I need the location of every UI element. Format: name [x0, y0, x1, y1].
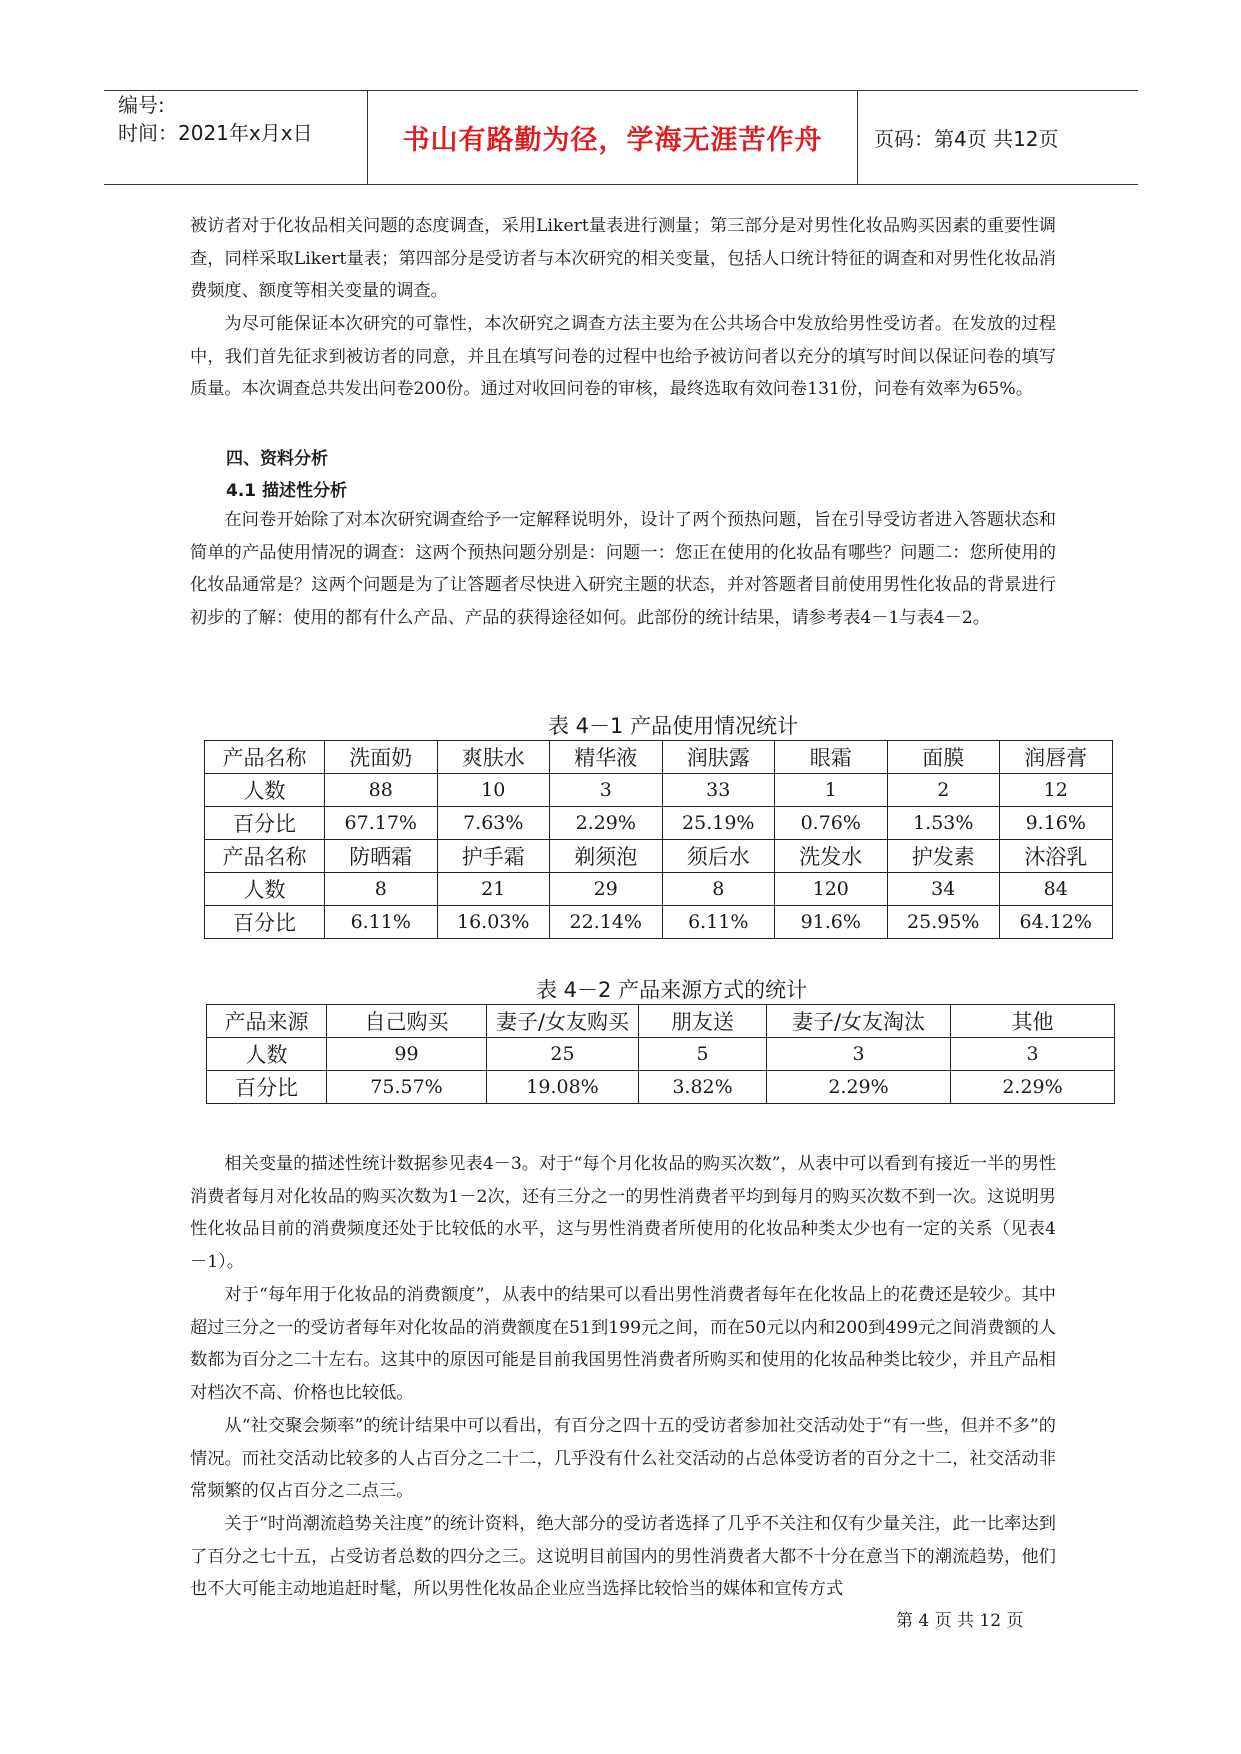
- table-cell: 8: [662, 873, 775, 906]
- subsection-heading: 4.1 描述性分析: [226, 481, 348, 501]
- table-cell: 120: [775, 873, 888, 906]
- table-cell: 3: [550, 774, 663, 807]
- table-cell: 6.11%: [325, 906, 438, 939]
- row-label: 百分比: [207, 1071, 327, 1104]
- product-source-table: [206, 1004, 1115, 1104]
- row-label: 人数: [205, 774, 325, 807]
- table-cell: 67.17%: [325, 807, 438, 840]
- row-label: 产品名称: [205, 840, 325, 873]
- table-cell: 润肤露: [662, 741, 775, 774]
- paragraph-3: 在问卷开始除了对本次研究调查给予一定解释说明外，设计了两个预热问题，旨在引导受访者进入答题状态和简单的产品使用情况的调查：这两个预热问题分别是：问题一：您正在使用的化妆品有哪些？问题二：您所使用的化妆品通常是？这两个问题是为了让答题者尽快进入研究主题的状态，并对答题者目前使用男性化妆品的背景进行初步的了解：使用的都有什么产品、产品的获得途径如何。此部份的统计结果，请参考表4－1与表4－2。: [190, 510, 1056, 628]
- table-cell: 润唇膏: [1000, 741, 1113, 774]
- table-cell: 护手霜: [437, 840, 550, 873]
- table-cell: 面膜: [887, 741, 1000, 774]
- table-cell: 64.12%: [1000, 906, 1113, 939]
- table-row: [207, 1005, 1115, 1038]
- table-cell: 6.11%: [662, 906, 775, 939]
- table-cell: 洗面奶: [325, 741, 438, 774]
- time-label: 时间：2021年x月x日: [118, 121, 313, 145]
- table-cell: 精华液: [550, 741, 663, 774]
- number-label: 编号:: [118, 93, 165, 117]
- motto-text: 书山有路勤为径，学海无涯苦作舟: [402, 125, 823, 156]
- table-cell: 3: [951, 1038, 1115, 1071]
- table-cell: 33: [662, 774, 775, 807]
- table-cell: 沐浴乳: [1000, 840, 1113, 873]
- page-label: 页码：第4页 共12页: [874, 127, 1059, 151]
- table-cell: 2.29%: [951, 1071, 1115, 1104]
- table-row: [205, 906, 1113, 939]
- table-cell: 25.95%: [887, 906, 1000, 939]
- table-cell: 75.57%: [327, 1071, 487, 1104]
- table-row: [205, 840, 1113, 873]
- table-cell: 34: [887, 873, 1000, 906]
- table-cell: 22.14%: [550, 906, 663, 939]
- product-usage-table: [204, 740, 1113, 939]
- row-label: 产品名称: [205, 741, 325, 774]
- table-cell: 自己购买: [327, 1005, 487, 1038]
- table-cell: 2.29%: [767, 1071, 951, 1104]
- paragraph-5: 对于“每年用于化妆品的消费额度”，从表中的结果可以看出男性消费者每年在化妆品上的花费还是较少。其中超过三分之一的受访者每年对化妆品的消费额度在51到199元之间，而在50元以内和200到499元之间消费额的人数都为百分之二十左右。这其中的原因可能是目前我国男性消费者所购买和使用的化妆品种类比较少，并且产品相对档次不高、价格也比较低。: [190, 1285, 1056, 1403]
- table-cell: 25: [487, 1038, 639, 1071]
- table-cell: 7.63%: [437, 807, 550, 840]
- row-label: 百分比: [205, 807, 325, 840]
- row-label: 人数: [205, 873, 325, 906]
- table-cell: 16.03%: [437, 906, 550, 939]
- table-cell: 眼霜: [775, 741, 888, 774]
- table-cell: 其他: [951, 1005, 1115, 1038]
- table-row: [205, 807, 1113, 840]
- table-cell: 21: [437, 873, 550, 906]
- page-header: [104, 90, 1138, 185]
- paragraph-4: 相关变量的描述性统计数据参见表4－3。对于“每个月化妆品的购买次数”，从表中可以看到有接近一半的男性消费者每月对化妆品的购买次数为1－2次，还有三分之一的男性消费者平均到每月的购买次数不到一次。这说明男性化妆品目前的消费频度还处于比较低的水平，这与男性消费者所使用的化妆品种类太少也有一定的关系（见表4－1）。: [190, 1154, 1056, 1272]
- table-row: [207, 1071, 1115, 1104]
- row-label: 人数: [207, 1038, 327, 1071]
- table-cell: 3.82%: [639, 1071, 767, 1104]
- table-cell: 25.19%: [662, 807, 775, 840]
- table-row: [205, 873, 1113, 906]
- table-cell: 爽肤水: [437, 741, 550, 774]
- table-cell: 12: [1000, 774, 1113, 807]
- table-cell: 9.16%: [1000, 807, 1113, 840]
- table-cell: 8: [325, 873, 438, 906]
- table-cell: 5: [639, 1038, 767, 1071]
- paragraph-2: 为尽可能保证本次研究的可靠性，本次研究之调查方法主要为在公共场合中发放给男性受访者。在发放的过程中，我们首先征求到被访者的同意，并且在填写问卷的过程中也给予被访问者以充分的填写时间以保证问卷的填写质量。本次调查总共发出问卷200份。通过对收回问卷的审核，最终选取有效问卷131份，问卷有效率为65%。: [190, 314, 1056, 400]
- table-cell: 19.08%: [487, 1071, 639, 1104]
- table-row: [205, 741, 1113, 774]
- table-cell: 29: [550, 873, 663, 906]
- table-row: [207, 1038, 1115, 1071]
- table-cell: 88: [325, 774, 438, 807]
- table2-caption: 表 4－2 产品来源方式的统计: [536, 978, 808, 1002]
- table1-caption: 表 4－1 产品使用情况统计: [548, 714, 799, 738]
- table-cell: 须后水: [662, 840, 775, 873]
- paragraph-7: 关于“时尚潮流趋势关注度”的统计资料，绝大部分的受访者选择了几乎不关注和仅有少量关注，此一比率达到了百分之七十五，占受访者总数的四分之三。这说明目前国内的男性消费者大都不十分在意当下的潮流趋势，他们也不大可能主动地追赶时髦，所以男性化妆品企业应当选择比较恰当的媒体和宣传方式: [190, 1514, 1056, 1600]
- table-cell: 84: [1000, 873, 1113, 906]
- table-cell: 朋友送: [639, 1005, 767, 1038]
- table-cell: 3: [767, 1038, 951, 1071]
- row-label: 产品来源: [207, 1005, 327, 1038]
- table-cell: 91.6%: [775, 906, 888, 939]
- table-cell: 剃须泡: [550, 840, 663, 873]
- table-cell: 1: [775, 774, 888, 807]
- table-cell: 妻子/女友淘汰: [767, 1005, 951, 1038]
- table-cell: 1.53%: [887, 807, 1000, 840]
- table-cell: 护发素: [887, 840, 1000, 873]
- header-meta: [104, 91, 368, 184]
- table-cell: 10: [437, 774, 550, 807]
- table-cell: 2: [887, 774, 1000, 807]
- table-cell: 防晒霜: [325, 840, 438, 873]
- header-motto: [368, 91, 858, 184]
- row-label: 百分比: [205, 906, 325, 939]
- paragraph-1: 被访者对于化妆品相关问题的态度调查，采用Likert量表进行测量；第三部分是对男性化妆品购买因素的重要性调查，同样采取Likert量表；第四部分是受访者与本次研究的相关变量，包括人口统计特征的调查和对男性化妆品消费频度、额度等相关变量的调查。: [190, 216, 1056, 302]
- table-cell: 2.29%: [550, 807, 663, 840]
- table-cell: 妻子/女友购买: [487, 1005, 639, 1038]
- section-heading: 四、资料分析: [226, 449, 328, 469]
- table-row: [205, 774, 1113, 807]
- page-footer: 第 4 页 共 12 页: [896, 1611, 1024, 1631]
- table-cell: 洗发水: [775, 840, 888, 873]
- paragraph-6: 从“社交聚会频率”的统计结果中可以看出，有百分之四十五的受访者参加社交活动处于“有一些，但并不多”的情况。而社交活动比较多的人占百分之二十二，几乎没有什么社交活动的占总体受访者的百分之十二，社交活动非常频繁的仅占百分之二点三。: [190, 1416, 1056, 1502]
- table-cell: 0.76%: [775, 807, 888, 840]
- table-cell: 99: [327, 1038, 487, 1071]
